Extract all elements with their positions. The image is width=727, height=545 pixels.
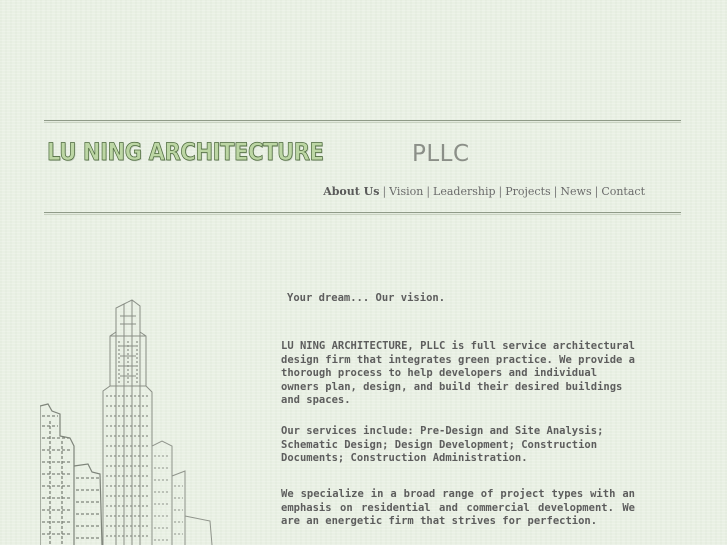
nav-item-vision[interactable]: Vision <box>389 185 424 198</box>
nav-item-contact[interactable]: Contact <box>601 185 645 198</box>
site-logo[interactable] <box>47 138 470 167</box>
nav-separator: | <box>498 185 503 198</box>
logo-suffix-text: PLLC <box>412 141 470 167</box>
nav-item-news[interactable]: News <box>560 185 592 198</box>
tagline: Your dream... Our vision. <box>287 292 446 304</box>
specialty-paragraph: We specialize in a broad range of project types with an emphasis on residential and commercial development. We are an energetic firm that strives for perfection. <box>281 488 635 527</box>
logo-main-text: LU NING ARCHITECTURE <box>47 138 324 166</box>
intro-paragraph: LU NING ARCHITECTURE, PLLC is full service architectural design firm that integrates green practice. We provide a thorough process to help developers and individual owners plan, design, and build their desired buildings and spaces. <box>281 340 636 406</box>
services-paragraph: Our services include: Pre-Design and Site Analysis; Schematic Design; Design Development; Construction Documents; Construction Administration. <box>281 425 604 464</box>
nav-separator: | <box>382 185 387 198</box>
nav-separator: | <box>553 185 558 198</box>
main-navigation <box>323 185 645 198</box>
header-bottom-rule <box>44 212 681 215</box>
nav-item-projects[interactable]: Projects <box>505 185 551 198</box>
nav-separator: | <box>426 185 431 198</box>
nav-item-about-us[interactable]: About Us <box>323 185 380 198</box>
nav-separator: | <box>594 185 599 198</box>
header-top-rule <box>44 120 681 123</box>
skyline-sketch-illustration <box>40 296 220 545</box>
nav-item-leadership[interactable]: Leadership <box>433 185 496 198</box>
